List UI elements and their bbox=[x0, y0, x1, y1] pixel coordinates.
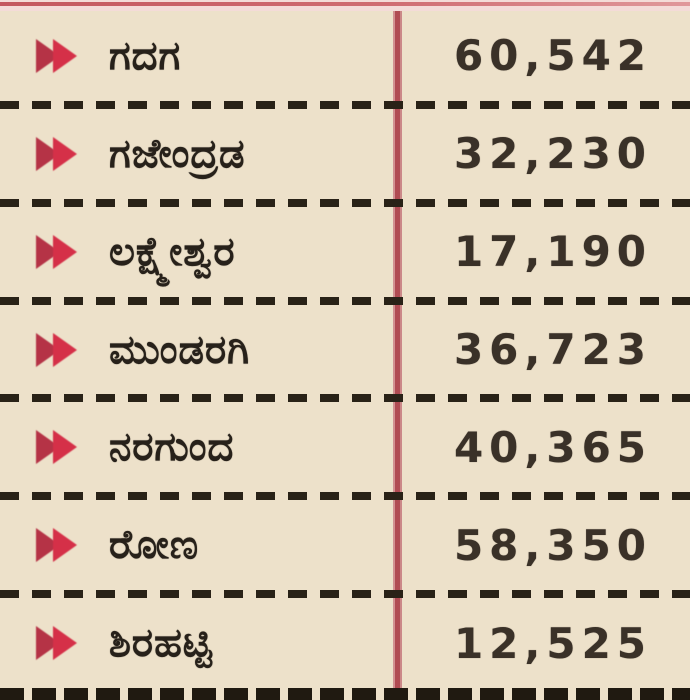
name-cell bbox=[0, 131, 402, 177]
table-row bbox=[0, 305, 690, 395]
value-cell bbox=[402, 325, 690, 374]
dashed-divider bbox=[0, 394, 690, 402]
double-right-arrow-icon bbox=[36, 626, 77, 660]
value-cell bbox=[402, 423, 690, 472]
table-row bbox=[0, 11, 690, 101]
value-cell bbox=[402, 31, 690, 80]
double-right-arrow-icon bbox=[36, 333, 77, 367]
dashed-divider bbox=[0, 590, 690, 598]
double-right-arrow-icon bbox=[36, 235, 77, 269]
name-cell bbox=[0, 424, 402, 470]
name-cell bbox=[0, 522, 402, 568]
bottom-dashed-border bbox=[0, 688, 690, 700]
double-right-arrow-icon bbox=[36, 528, 77, 562]
name-cell bbox=[0, 229, 402, 275]
count-value: 12,525 bbox=[453, 618, 653, 668]
dashed-divider bbox=[0, 492, 690, 500]
count-value: 32,230 bbox=[453, 129, 653, 179]
taluk-name: ಶಿರಹಟ್ಟಿ bbox=[109, 620, 213, 667]
dashed-divider bbox=[0, 101, 690, 109]
count-value: 58,350 bbox=[453, 520, 653, 570]
taluk-name: ಮುಂಡರಗಿ bbox=[109, 326, 250, 373]
value-cell bbox=[402, 129, 690, 178]
name-cell bbox=[0, 327, 402, 373]
top-border-strip bbox=[0, 0, 690, 11]
taluk-name: ಲಕ್ಷ್ಮೇಶ್ವರ bbox=[109, 228, 236, 275]
dashed-divider bbox=[0, 199, 690, 207]
value-cell bbox=[402, 227, 690, 276]
count-value: 40,365 bbox=[453, 422, 653, 472]
double-right-arrow-icon bbox=[36, 137, 77, 171]
top-red-line bbox=[0, 2, 690, 6]
taluk-name: ಗದಗ bbox=[109, 32, 182, 79]
taluk-name: ನರಗುಂದ bbox=[109, 424, 235, 471]
table-row bbox=[0, 402, 690, 492]
table-row bbox=[0, 207, 690, 297]
count-value: 36,723 bbox=[453, 325, 653, 374]
double-right-arrow-icon bbox=[36, 430, 77, 464]
double-right-arrow-icon bbox=[36, 39, 77, 73]
dashed-divider bbox=[0, 297, 690, 305]
name-cell bbox=[0, 620, 402, 666]
table-row bbox=[0, 500, 690, 590]
table-body bbox=[0, 11, 690, 688]
table-row bbox=[0, 598, 690, 688]
taluk-name: ಗಜೇಂದ್ರಡ bbox=[109, 130, 246, 177]
value-cell bbox=[402, 619, 690, 668]
table-row bbox=[0, 109, 690, 199]
count-value: 60,542 bbox=[453, 31, 653, 81]
taluk-name: ರೋಣ bbox=[109, 522, 200, 569]
count-value: 17,190 bbox=[453, 227, 653, 277]
value-cell bbox=[402, 521, 690, 570]
name-cell bbox=[0, 33, 402, 79]
